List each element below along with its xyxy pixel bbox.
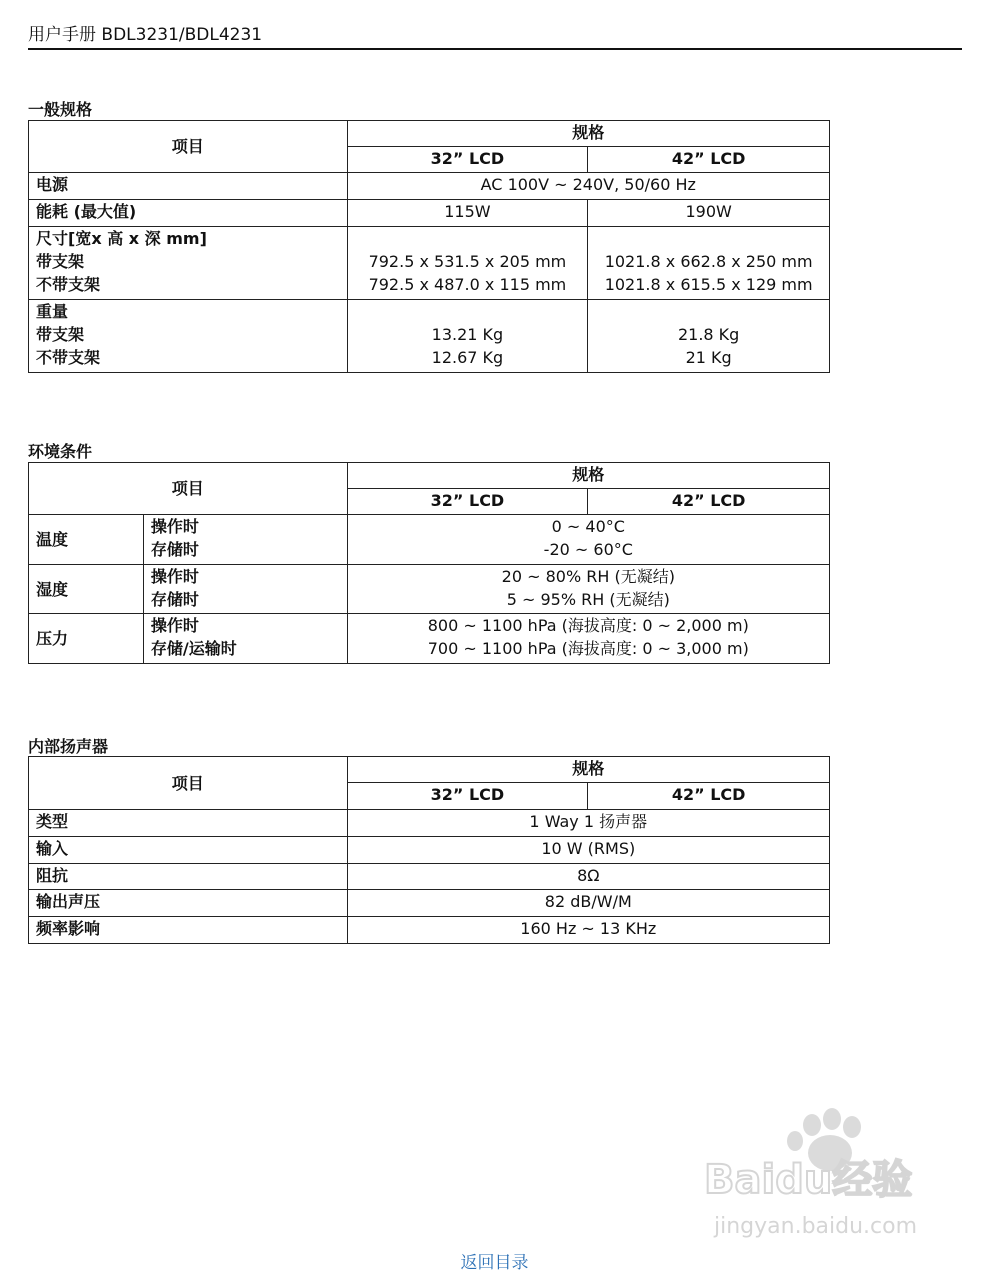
weight-title: 重量 xyxy=(36,302,69,321)
frequency-value: 160 Hz ~ 13 KHz xyxy=(347,917,829,944)
temperature-operating: 操作时 xyxy=(150,517,199,536)
manual-title: 用户手册 BDL3231/BDL4231 xyxy=(28,25,263,45)
temperature-storage-value: -20 ~ 60°C xyxy=(543,540,633,559)
watermark-brand: Baidu经验 xyxy=(704,1157,913,1203)
dimension-32-without: 792.5 x 487.0 x 115 mm xyxy=(368,275,567,294)
humidity-label: 湿度 xyxy=(29,565,144,614)
dimension-label xyxy=(29,227,348,300)
watermark-url: jingyan.baidu.com xyxy=(714,1214,918,1239)
header-42-lcd: 42” LCD xyxy=(588,489,830,515)
speaker-title: 内部扬声器 xyxy=(28,737,109,756)
header-item: 项目 xyxy=(29,463,348,515)
header-42-lcd: 42” LCD xyxy=(588,783,830,810)
input-label: 输入 xyxy=(29,837,348,864)
general-spec-table xyxy=(28,120,830,373)
header-spec: 规格 xyxy=(347,121,829,147)
humidity-operating: 操作时 xyxy=(150,567,199,586)
temperature-label: 温度 xyxy=(29,515,144,565)
pressure-label: 压力 xyxy=(29,614,144,664)
weight-42-without: 21 Kg xyxy=(685,348,732,367)
dimension-without-stand: 不带支架 xyxy=(36,275,101,294)
environment-table xyxy=(28,462,830,664)
back-to-contents-link[interactable]: 返回目录 xyxy=(460,1253,529,1273)
header-spec: 规格 xyxy=(347,757,829,783)
page-header xyxy=(28,22,962,50)
temperature-storage: 存储时 xyxy=(150,540,199,559)
header-32-lcd: 32” LCD xyxy=(347,783,588,810)
environment-title: 环境条件 xyxy=(28,442,93,461)
weight-32-with: 13.21 Kg xyxy=(431,325,504,344)
header-32-lcd: 32” LCD xyxy=(347,147,588,173)
dimension-42-without: 1021.8 x 615.5 x 129 mm xyxy=(604,275,813,294)
impedance-label: 阻抗 xyxy=(29,864,348,890)
header-item: 项目 xyxy=(29,121,348,173)
input-value: 10 W (RMS) xyxy=(347,837,829,864)
temperature-conditions xyxy=(143,515,347,565)
spl-label: 输出声压 xyxy=(29,890,348,917)
dimension-title: 尺寸[宽x 高 x 深 mm] xyxy=(36,229,207,248)
temperature-operating-value: 0 ~ 40°C xyxy=(551,517,625,536)
weight-label xyxy=(29,300,348,373)
power-value: AC 100V ~ 240V, 50/60 Hz xyxy=(347,173,829,200)
weight-32-without: 12.67 Kg xyxy=(431,348,504,367)
humidity-storage: 存储时 xyxy=(150,590,199,609)
humidity-storage-value: 5 ~ 95% RH (无凝结) xyxy=(506,590,670,609)
frequency-label: 频率影响 xyxy=(29,917,348,944)
pressure-storage-value: 700 ~ 1100 hPa (海拔高度: 0 ~ 3,000 m) xyxy=(427,639,749,658)
spl-value: 82 dB/W/M xyxy=(347,890,829,917)
header-42-lcd: 42” LCD xyxy=(588,147,830,173)
dimension-32 xyxy=(347,227,588,300)
pressure-conditions xyxy=(143,614,347,664)
dimension-32-with: 792.5 x 531.5 x 205 mm xyxy=(368,252,567,271)
consumption-32: 115W xyxy=(347,200,588,227)
general-spec-title: 一般规格 xyxy=(28,100,93,119)
consumption-label: 能耗 (最大值) xyxy=(29,200,348,227)
header-spec: 规格 xyxy=(347,463,829,489)
header-item: 项目 xyxy=(29,757,348,810)
weight-with-stand: 带支架 xyxy=(36,325,85,344)
paw-icon xyxy=(700,1105,960,1245)
impedance-value: 8Ω xyxy=(347,864,829,890)
type-value: 1 Way 1 扬声器 xyxy=(347,810,829,837)
pressure-operating: 操作时 xyxy=(150,616,199,635)
pressure-values xyxy=(347,614,829,664)
power-label: 电源 xyxy=(29,173,348,200)
pressure-operating-value: 800 ~ 1100 hPa (海拔高度: 0 ~ 2,000 m) xyxy=(427,616,749,635)
consumption-42: 190W xyxy=(588,200,830,227)
weight-42 xyxy=(588,300,830,373)
weight-42-with: 21.8 Kg xyxy=(677,325,740,344)
temperature-values xyxy=(347,515,829,565)
speaker-table xyxy=(28,756,830,944)
humidity-conditions xyxy=(143,565,347,614)
weight-without-stand: 不带支架 xyxy=(36,348,101,367)
dimension-42 xyxy=(588,227,830,300)
weight-32 xyxy=(347,300,588,373)
dimension-with-stand: 带支架 xyxy=(36,252,85,271)
humidity-operating-value: 20 ~ 80% RH (无凝结) xyxy=(501,567,675,586)
dimension-42-with: 1021.8 x 662.8 x 250 mm xyxy=(604,252,813,271)
humidity-values xyxy=(347,565,829,614)
type-label: 类型 xyxy=(29,810,348,837)
baidu-watermark xyxy=(700,1105,960,1245)
header-32-lcd: 32” LCD xyxy=(347,489,588,515)
pressure-storage: 存储/运输时 xyxy=(150,639,237,658)
